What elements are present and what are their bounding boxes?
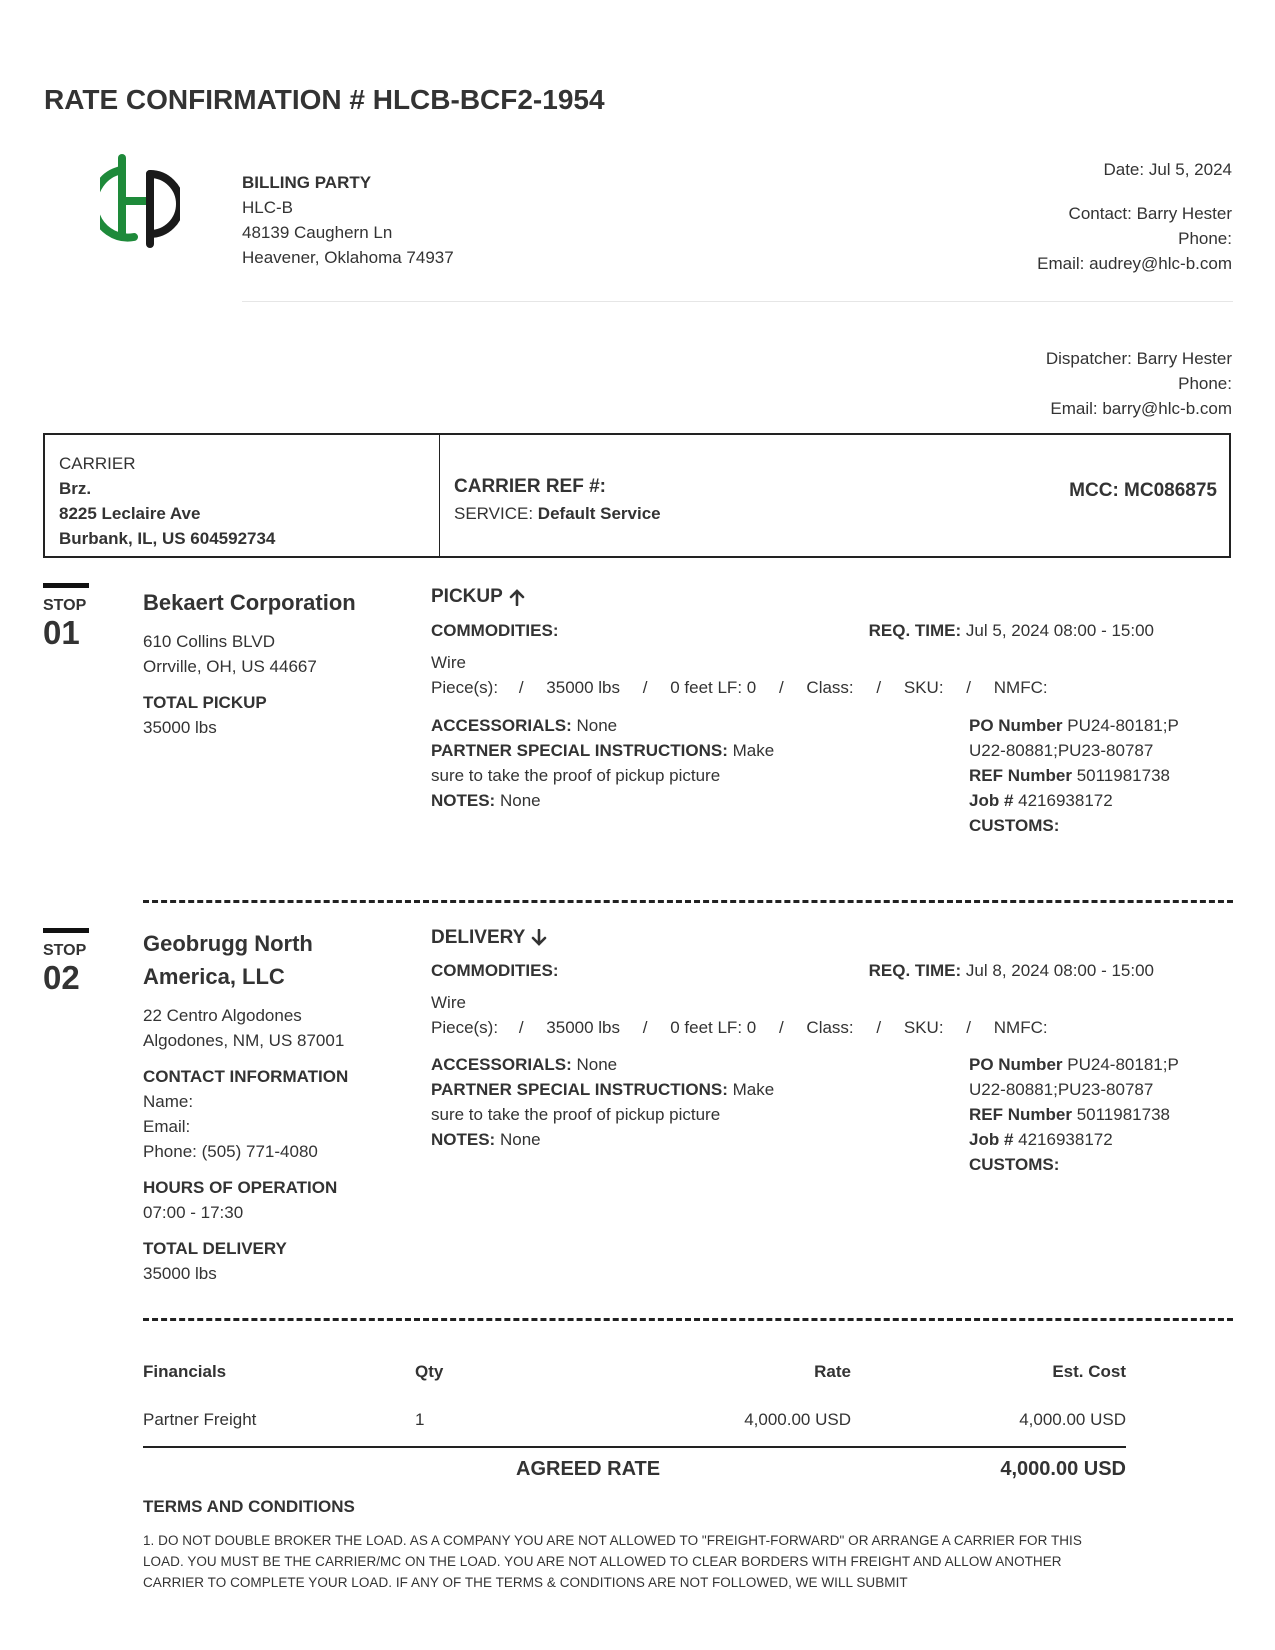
customs-label: CUSTOMS: [969, 1155, 1060, 1174]
stop-address-line2: Algodones, NM, US 87001 [143, 1031, 345, 1050]
sku-label: SKU: [903, 678, 944, 697]
service-value: Default Service [537, 504, 661, 523]
agreed-rate-label: AGREED RATE [516, 1458, 661, 1480]
carrier-ref-block [454, 473, 661, 526]
pickup-section [431, 586, 525, 608]
class-label: Class: [806, 678, 854, 697]
notes-label: NOTES: [431, 1130, 496, 1149]
po-value: PU24-80181;PU22-80881;PU23-80787 [969, 1055, 1179, 1099]
date: Date: Jul 5, 2024 [1103, 160, 1232, 179]
instructions-value: Make sure to take the proof of pickup picture [431, 1080, 775, 1124]
separator: / [642, 1018, 648, 1037]
cell-est-cost: 4,000.00 USD [1019, 1410, 1126, 1429]
sku-label: SKU: [903, 1018, 944, 1037]
req-time-label: REQ. TIME: [868, 621, 962, 640]
billing-address-line1: 48139 Caughern Ln [242, 223, 393, 242]
col-financials: Financials [143, 1362, 227, 1381]
accessorials-value: None [576, 1055, 618, 1074]
carrier-address-line1: 8225 Leclaire Ave [59, 504, 201, 523]
separator: / [876, 1018, 882, 1037]
billing-party [242, 170, 454, 270]
table-row [143, 1396, 1126, 1442]
req-time-value: Jul 8, 2024 08:00 - 15:00 [965, 961, 1154, 980]
delivery-heading: DELIVERY [431, 927, 526, 948]
separator: / [518, 1018, 524, 1037]
stop-address-line1: 610 Collins BLVD [143, 632, 275, 651]
job-label: Job # [969, 1130, 1014, 1149]
notes-label: NOTES: [431, 791, 496, 810]
req-time-label: REQ. TIME: [868, 961, 962, 980]
req-time [869, 618, 1154, 643]
contact-block [1037, 201, 1232, 276]
hours-value: 07:00 - 17:30 [143, 1203, 244, 1222]
stop-number: 01 [43, 614, 80, 651]
nmfc-label: NMFC: [993, 678, 1048, 697]
stop-01-references [969, 713, 1189, 838]
nmfc-label: NMFC: [993, 1018, 1048, 1037]
delivery-section [431, 927, 547, 949]
commodity-name: Wire [431, 653, 466, 672]
terms-heading: TERMS AND CONDITIONS [143, 1497, 355, 1516]
cell-item: Partner Freight [143, 1410, 257, 1429]
ref-value: 5011981738 [1076, 766, 1170, 785]
accessorials-label: ACCESSORIALS: [431, 1055, 572, 1074]
po-label: PO Number [969, 716, 1063, 735]
page-title: RATE CONFIRMATION # HLCB-BCF2-1954 [44, 84, 605, 115]
stop-address-line2: Orrville, OH, US 44667 [143, 657, 317, 676]
commodity-name: Wire [431, 993, 466, 1012]
total-delivery-value: 35000 lbs [143, 1264, 217, 1283]
stop-marker-01 [43, 583, 89, 651]
total-pickup-value: 35000 lbs [143, 718, 217, 737]
commodities-label: COMMODITIES: [431, 961, 559, 980]
instructions-value: Make sure to take the proof of pickup picture [431, 741, 775, 785]
stop-02-details [431, 1052, 791, 1152]
stop-01-details [431, 713, 791, 813]
notes-value: None [499, 1130, 541, 1149]
agreed-rate-value: 4,000.00 USD [1000, 1458, 1126, 1480]
contact-phone: Phone: [1178, 229, 1232, 248]
job-value: 4216938172 [1018, 791, 1113, 810]
cell-qty: 1 [415, 1410, 425, 1429]
total-pickup-label: TOTAL PICKUP [143, 693, 267, 712]
separator: / [642, 678, 648, 697]
financials-table [143, 1362, 1126, 1442]
ref-value: 5011981738 [1076, 1105, 1170, 1124]
col-rate: Rate [814, 1362, 851, 1381]
stop-name: Geobrugg North America, LLC [143, 931, 313, 989]
total-delivery-label: TOTAL DELIVERY [143, 1239, 287, 1258]
contact-email: Email: audrey@hlc-b.com [1037, 254, 1232, 273]
po-label: PO Number [969, 1055, 1063, 1074]
mcc-number: MCC: MC086875 [1069, 480, 1217, 501]
stop-02-location [143, 927, 388, 1286]
length: 0 feet LF: 0 [670, 678, 757, 697]
carrier-ref-label: CARRIER REF #: [454, 476, 607, 497]
cell-rate: 4,000.00 USD [744, 1410, 851, 1429]
req-time-value: Jul 5, 2024 08:00 - 15:00 [965, 621, 1154, 640]
stop-number: 02 [43, 959, 80, 996]
col-est-cost: Est. Cost [1052, 1362, 1126, 1381]
po-value: PU24-80181;PU22-80881;PU23-80787 [969, 716, 1179, 760]
terms-text: 1. DO NOT DOUBLE BROKER THE LOAD. AS A COMPANY YOU ARE NOT ALLOWED TO "FREIGHT-FORWARD" OR ARRANGE A CARRIER FOR THIS LOAD. YOU MUST BE THE CARRIER/MC ON THE LOAD. YOU ARE NOT ALLOWED TO CLEAR BORDERS WITH FREIGHT AND ALLOW ANOTHER CARRIER TO COMPLETE YOUR LOAD. IF ANY OF THE TERMS & CONDITIONS ARE NOT FOLLOWED, WE WILL SUBMIT [143, 1533, 1082, 1590]
stop-word: STOP [43, 597, 87, 614]
stop-bar [43, 928, 89, 933]
customs-label: CUSTOMS: [969, 816, 1060, 835]
job-label: Job # [969, 791, 1014, 810]
billing-name: HLC-B [242, 198, 294, 217]
dispatcher-block [1046, 346, 1232, 421]
carrier-info [45, 435, 440, 556]
stop-marker-02 [43, 928, 89, 996]
stop-word: STOP [43, 942, 87, 959]
contact-email: Email: [143, 1117, 191, 1136]
separator: / [518, 678, 524, 697]
separator: / [876, 678, 882, 697]
hours-label: HOURS OF OPERATION [143, 1178, 338, 1197]
separator: / [966, 1018, 972, 1037]
company-logo [100, 154, 180, 248]
stop-bar [43, 583, 89, 588]
dispatcher-phone: Phone: [1178, 374, 1232, 393]
arrow-down-icon [531, 929, 547, 947]
service-label: SERVICE: [454, 504, 534, 523]
billing-heading: BILLING PARTY [242, 173, 372, 192]
ref-label: REF Number [969, 1105, 1072, 1124]
instructions-label: PARTNER SPECIAL INSTRUCTIONS: [431, 741, 728, 760]
carrier-name: Brz. [59, 479, 92, 498]
pieces-label: Piece(s): [431, 1018, 499, 1037]
separator: / [778, 1018, 784, 1037]
table-header-row [143, 1362, 1126, 1396]
separator: / [778, 678, 784, 697]
length: 0 feet LF: 0 [670, 1018, 757, 1037]
weight: 35000 lbs [546, 678, 621, 697]
carrier-heading: CARRIER [59, 454, 136, 473]
contact-phone: Phone: (505) 771-4080 [143, 1142, 318, 1161]
pieces-line [431, 675, 1048, 700]
pieces-label: Piece(s): [431, 678, 499, 697]
weight: 35000 lbs [546, 1018, 621, 1037]
stop-02-references [969, 1052, 1189, 1177]
carrier-box [43, 433, 1231, 558]
instructions-label: PARTNER SPECIAL INSTRUCTIONS: [431, 1080, 728, 1099]
separator: / [966, 678, 972, 697]
stop-name: Bekaert Corporation [143, 590, 356, 615]
commodities-label: COMMODITIES: [431, 621, 559, 640]
req-time [869, 958, 1154, 983]
ref-label: REF Number [969, 766, 1072, 785]
stop-divider [143, 1318, 1233, 1321]
job-value: 4216938172 [1018, 1130, 1113, 1149]
col-qty: Qty [415, 1362, 444, 1381]
stop-01-location [143, 586, 388, 740]
accessorials-value: None [576, 716, 618, 735]
arrow-up-icon [509, 588, 525, 606]
contact-name: Name: [143, 1092, 194, 1111]
notes-value: None [499, 791, 541, 810]
stop-address-line1: 22 Centro Algodones [143, 1006, 302, 1025]
contact-name: Contact: Barry Hester [1068, 204, 1232, 223]
pickup-heading: PICKUP [431, 586, 503, 607]
contact-info-label: CONTACT INFORMATION [143, 1067, 349, 1086]
stop-divider [143, 900, 1233, 903]
carrier-address-line2: Burbank, IL, US 604592734 [59, 529, 276, 548]
billing-address-line2: Heavener, Oklahoma 74937 [242, 248, 454, 267]
dispatcher-email: Email: barry@hlc-b.com [1050, 399, 1232, 418]
divider [242, 301, 1233, 302]
accessorials-label: ACCESSORIALS: [431, 716, 572, 735]
class-label: Class: [806, 1018, 854, 1037]
totals-divider [143, 1446, 1126, 1448]
pieces-line [431, 1015, 1048, 1040]
dispatcher-name: Dispatcher: Barry Hester [1045, 349, 1232, 368]
